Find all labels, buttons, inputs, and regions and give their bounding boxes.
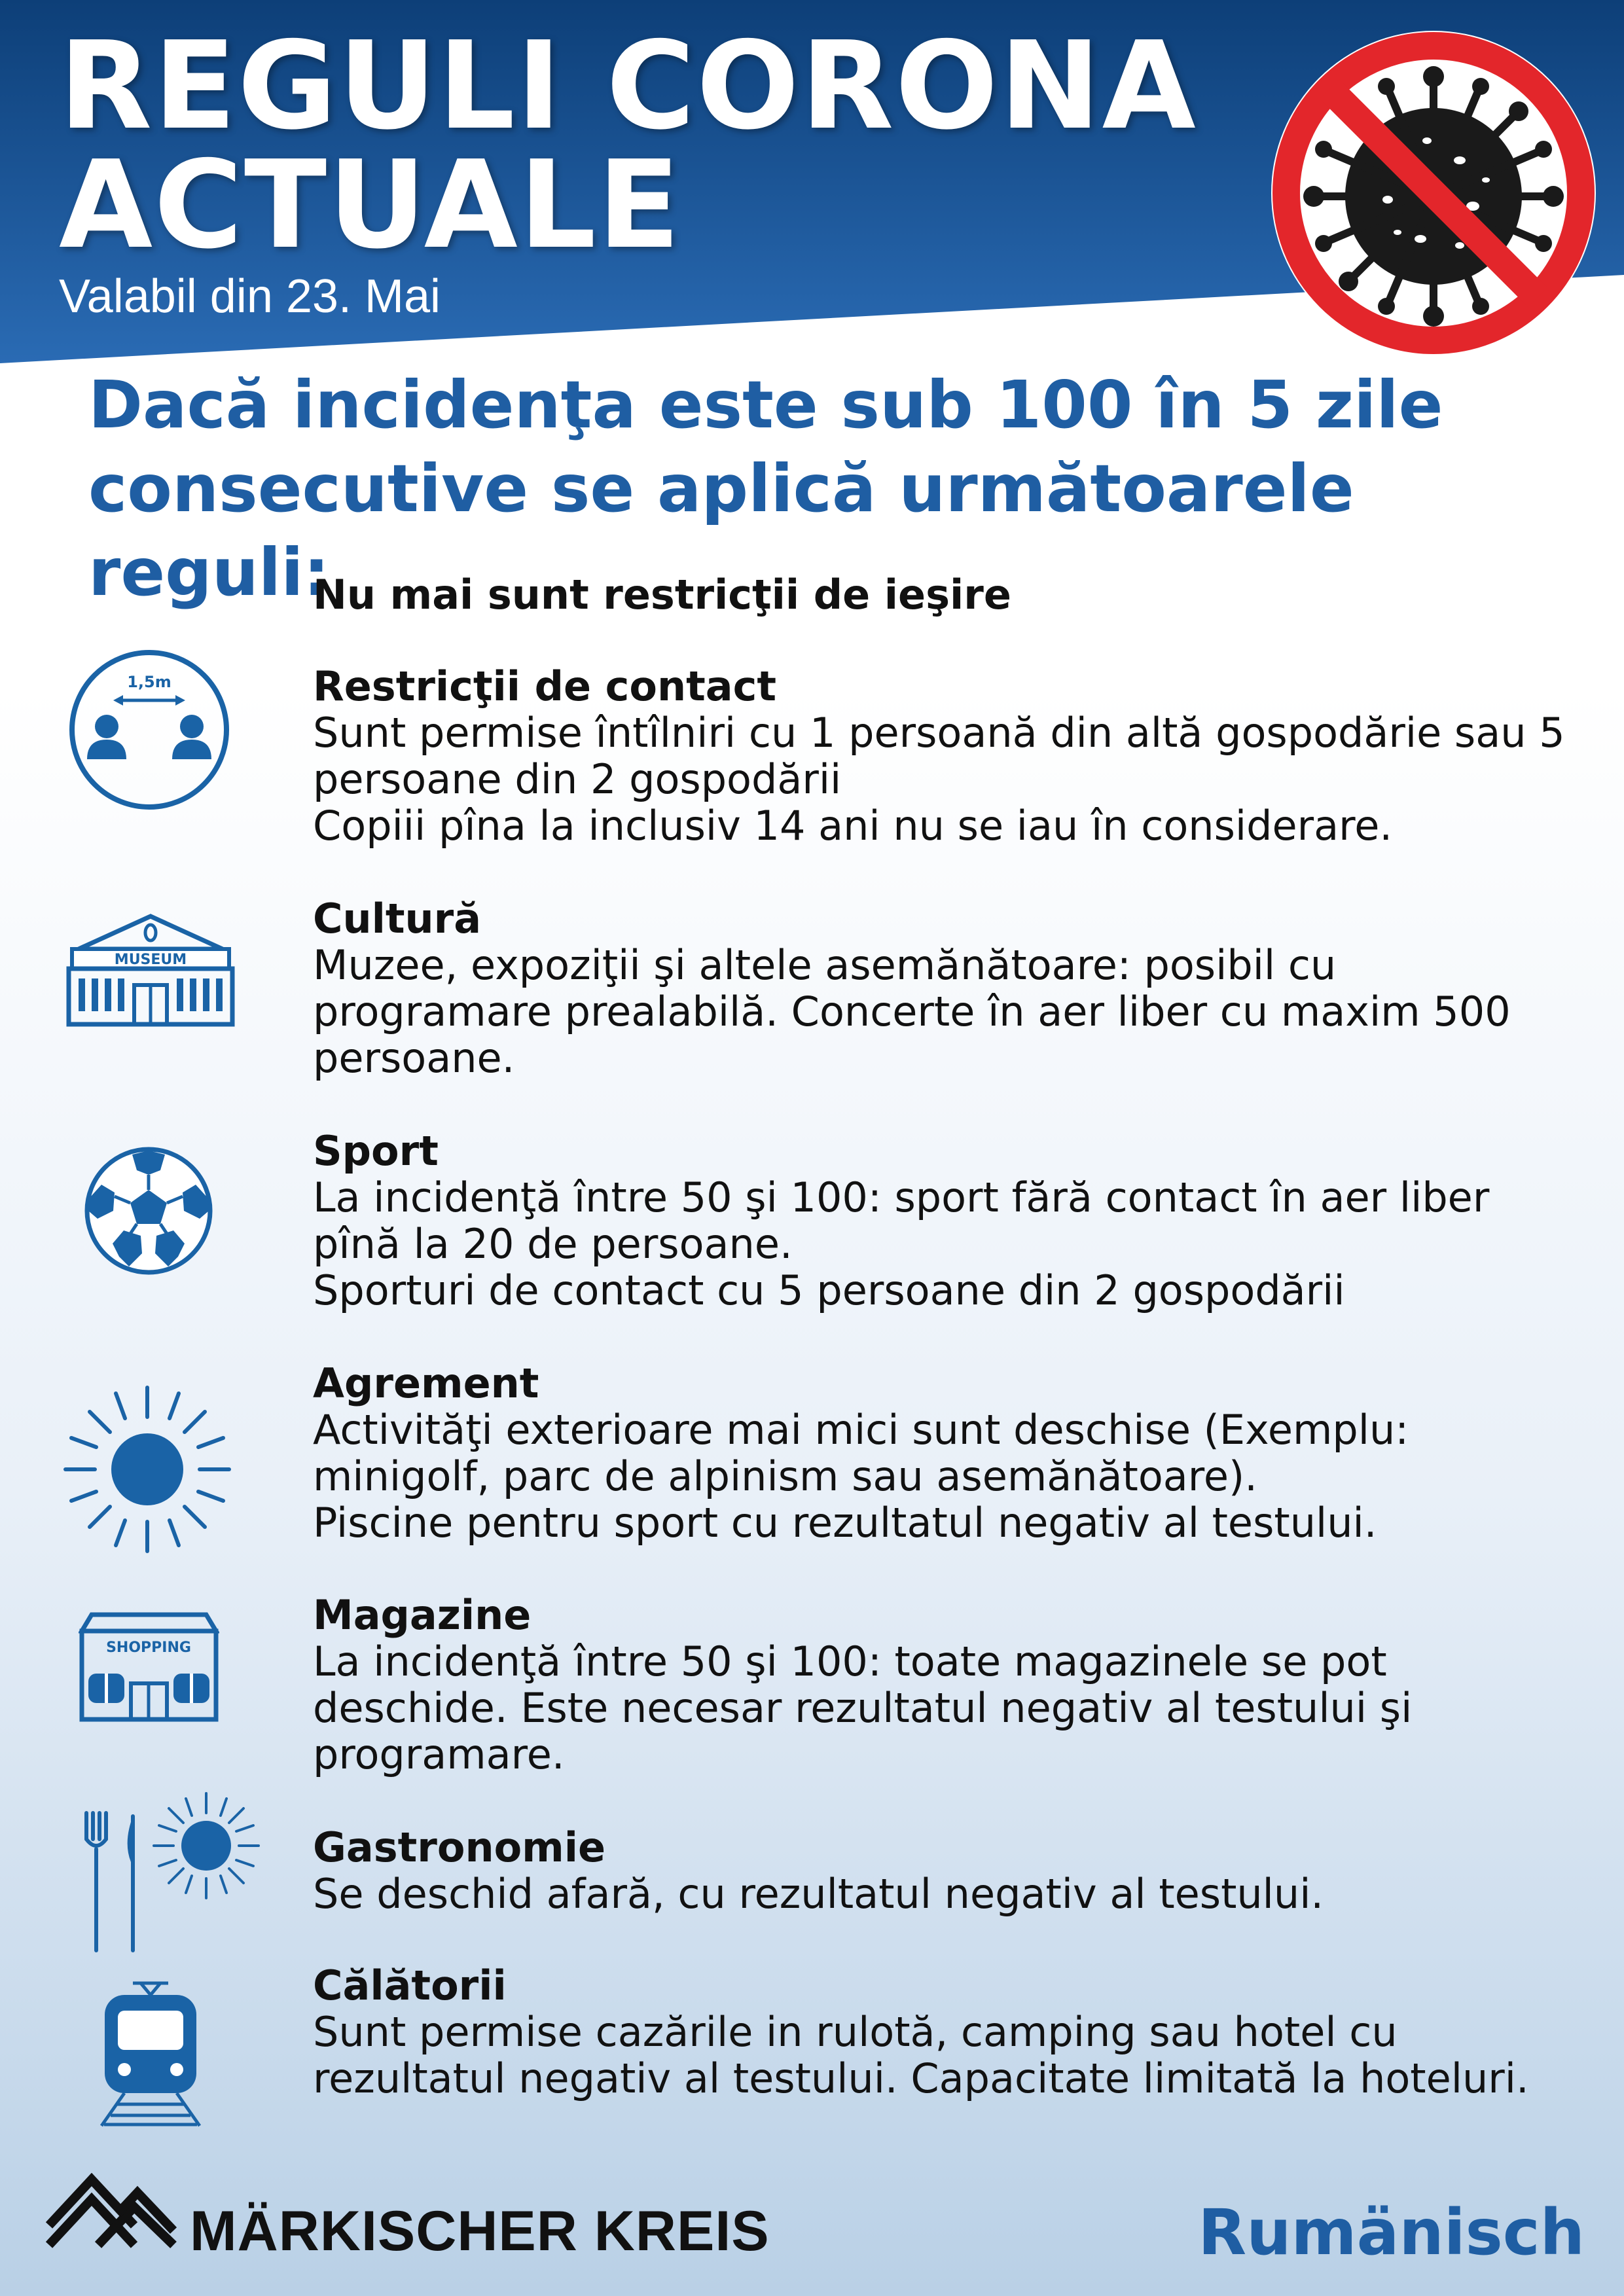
rule-gastronomy — [313, 1824, 1589, 1917]
district-logo-icon — [46, 2173, 177, 2248]
district-brand-name: MÄRKISCHER KREIS — [190, 2200, 770, 2263]
rule-line: deschide. Este necesar rezultatul negativ al testului şi — [313, 1684, 1413, 1732]
rule-title: Gastronomie — [313, 1823, 606, 1871]
page-title — [59, 15, 1197, 276]
rule-line: rezultatul negativ al testului. Capacitate limitată la hoteluri. — [313, 2054, 1529, 2102]
cutlery-sun-icon — [72, 1787, 268, 1954]
rule-exit-restrictions — [313, 571, 1589, 618]
headline-line-1: Dacă incidenţa este sub 100 în 5 zile — [88, 367, 1443, 443]
rule-line: persoane din 2 gospodării — [313, 755, 842, 803]
rule-line: programare prealabilă. Concerte în aer liber cu maxim 500 — [313, 988, 1511, 1035]
rule-culture — [313, 895, 1589, 1081]
train-icon — [95, 1977, 206, 2127]
rule-line: Sunt permise întîlniri cu 1 persoană din altă gospodărie sau 5 — [313, 709, 1565, 757]
rule-title: Restricţii de contact — [313, 662, 777, 710]
rule-line: minigolf, parc de alpinism sau asemănătoare). — [313, 1452, 1257, 1500]
rule-title: Sport — [313, 1127, 439, 1175]
shop-icon — [79, 1611, 219, 1723]
rule-shops — [313, 1592, 1589, 1778]
distance-people-icon — [67, 648, 231, 812]
rule-title: Nu mai sunt restricţii de ieşire — [313, 571, 1011, 619]
headline-line-2: consecutive se aplică următoarele reguli: — [88, 450, 1354, 611]
title-line-2: ACTUALE — [59, 134, 682, 276]
soccer-ball-icon — [83, 1145, 214, 1276]
rule-line: Se deschid afară, cu rezultatul negativ al testului. — [313, 1870, 1324, 1918]
rule-line: Activităţi exterioare mai mici sunt deschise (Exemplu: — [313, 1406, 1409, 1454]
shopping-label: SHOPPING — [106, 1640, 191, 1656]
rule-travel — [313, 1962, 1589, 2102]
rule-title: Magazine — [313, 1591, 532, 1639]
no-virus-icon — [1263, 23, 1604, 363]
rule-line: Piscine pentru sport cu rezultatul negativ al testului. — [313, 1499, 1377, 1547]
distance-label: 1,5m — [127, 673, 171, 691]
rule-leisure — [313, 1360, 1589, 1546]
rule-line: Copiii pîna la inclusiv 14 ani nu se iau în considerare. — [313, 802, 1393, 850]
valid-from-date: Valabil din 23. Mai — [59, 270, 441, 323]
language-label: Rumänisch — [1198, 2196, 1585, 2269]
rule-line: Sporturi de contact cu 5 persoane din 2 gospodării — [313, 1266, 1345, 1314]
rule-line: Muzee, expoziţii şi altele asemănătoare: posibil cu — [313, 941, 1337, 989]
museum-label: MUSEUM — [114, 952, 187, 968]
rule-line: pînă la 20 de persoane. — [313, 1220, 793, 1268]
rule-line: La incidenţă între 50 şi 100: toate magazinele se pot — [313, 1638, 1387, 1685]
rule-line: programare. — [313, 1731, 565, 1778]
title-line-1: REGULI CORONA — [59, 15, 1197, 156]
rule-line: persoane. — [313, 1034, 515, 1082]
rule-contact — [313, 663, 1589, 849]
rule-title: Călătorii — [313, 1962, 507, 2009]
rule-line: La incidenţă între 50 şi 100: sport fără contact în aer liber — [313, 1174, 1490, 1221]
sun-icon — [62, 1384, 232, 1554]
museum-icon — [65, 913, 236, 1028]
rule-sport — [313, 1128, 1589, 1314]
rule-title: Cultură — [313, 895, 482, 942]
rule-line: Sunt permise cazările in rulotă, camping sau hotel cu — [313, 2008, 1398, 2056]
rule-title: Agrement — [313, 1359, 539, 1407]
